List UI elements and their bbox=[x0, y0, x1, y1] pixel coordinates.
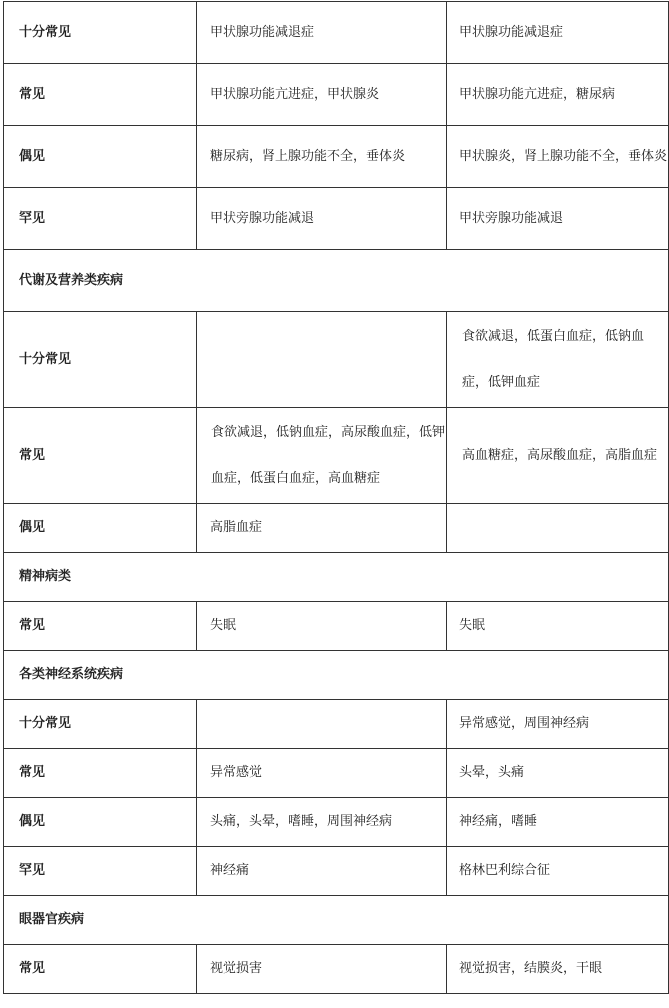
table-row bbox=[4, 312, 669, 408]
table-row bbox=[4, 700, 669, 749]
reaction-cell: 甲状旁腺功能减退 bbox=[447, 188, 669, 250]
reaction-cell: 格林巴利综合征 bbox=[447, 847, 669, 896]
table-row bbox=[4, 749, 669, 798]
frequency-label: 罕见 bbox=[4, 847, 197, 896]
reaction-cell: 高脂血症 bbox=[197, 504, 447, 553]
reaction-cell: 视觉损害 bbox=[197, 945, 447, 994]
reaction-cell bbox=[197, 700, 447, 749]
reaction-cell bbox=[447, 504, 669, 553]
reaction-cell: 甲状腺功能减退症 bbox=[447, 2, 669, 64]
reaction-cell: 失眠 bbox=[447, 602, 669, 651]
frequency-label: 罕见 bbox=[4, 188, 197, 250]
reaction-cell: 异常感觉，周围神经病 bbox=[447, 700, 669, 749]
table-row bbox=[4, 2, 669, 64]
frequency-label: 十分常见 bbox=[4, 312, 197, 408]
section-row bbox=[4, 250, 669, 312]
reaction-cell: 甲状腺功能亢进症，糖尿病 bbox=[447, 64, 669, 126]
reaction-cell: 头晕，头痛 bbox=[447, 749, 669, 798]
reaction-cell: 甲状腺炎，肾上腺功能不全，垂体炎 bbox=[447, 126, 669, 188]
reaction-cell bbox=[197, 312, 447, 408]
table-row bbox=[4, 945, 669, 994]
frequency-label: 常见 bbox=[4, 749, 197, 798]
table-row bbox=[4, 847, 669, 896]
reaction-cell: 神经痛 bbox=[197, 847, 447, 896]
reaction-cell bbox=[447, 408, 669, 504]
reaction-cell: 异常感觉 bbox=[197, 749, 447, 798]
reaction-cell: 头痛，头晕，嗜睡，周围神经病 bbox=[197, 798, 447, 847]
section-title: 各类神经系统疾病 bbox=[4, 651, 669, 700]
frequency-label: 十分常见 bbox=[4, 2, 197, 64]
reaction-cell: 甲状旁腺功能减退 bbox=[197, 188, 447, 250]
table-row bbox=[4, 798, 669, 847]
reaction-cell bbox=[447, 312, 669, 408]
frequency-label: 十分常见 bbox=[4, 700, 197, 749]
frequency-label: 偶见 bbox=[4, 504, 197, 553]
reaction-text: 食欲减退，低钠血症，高尿酸血症，低钾血症，低蛋白血症，高血糖症 bbox=[211, 424, 446, 486]
section-row bbox=[4, 553, 669, 602]
reaction-text: 高血糖症，高尿酸血症，高脂血症 bbox=[462, 447, 658, 463]
table-row bbox=[4, 126, 669, 188]
reaction-cell bbox=[197, 408, 447, 504]
section-title: 精神病类 bbox=[4, 553, 669, 602]
table-row bbox=[4, 602, 669, 651]
reaction-cell: 甲状腺功能减退症 bbox=[197, 2, 447, 64]
frequency-label: 偶见 bbox=[4, 798, 197, 847]
table-row bbox=[4, 504, 669, 553]
reaction-cell: 视觉损害，结膜炎，干眼 bbox=[447, 945, 669, 994]
frequency-label: 常见 bbox=[4, 602, 197, 651]
adverse-reactions-table bbox=[3, 1, 669, 994]
section-row bbox=[4, 651, 669, 700]
frequency-label: 常见 bbox=[4, 945, 197, 994]
section-title: 代谢及营养类疾病 bbox=[4, 250, 669, 312]
table-row bbox=[4, 188, 669, 250]
table-row bbox=[4, 408, 669, 504]
frequency-label: 常见 bbox=[4, 408, 197, 504]
reaction-cell: 甲状腺功能亢进症，甲状腺炎 bbox=[197, 64, 447, 126]
reaction-cell: 失眠 bbox=[197, 602, 447, 651]
section-title: 眼器官疾病 bbox=[4, 896, 669, 945]
table-row bbox=[4, 64, 669, 126]
section-row bbox=[4, 896, 669, 945]
frequency-label: 偶见 bbox=[4, 126, 197, 188]
reaction-cell: 神经痛，嗜睡 bbox=[447, 798, 669, 847]
reaction-cell: 糖尿病，肾上腺功能不全，垂体炎 bbox=[197, 126, 447, 188]
reaction-text: 食欲减退，低蛋白血症，低钠血症，低钾血症 bbox=[462, 328, 645, 390]
frequency-label: 常见 bbox=[4, 64, 197, 126]
